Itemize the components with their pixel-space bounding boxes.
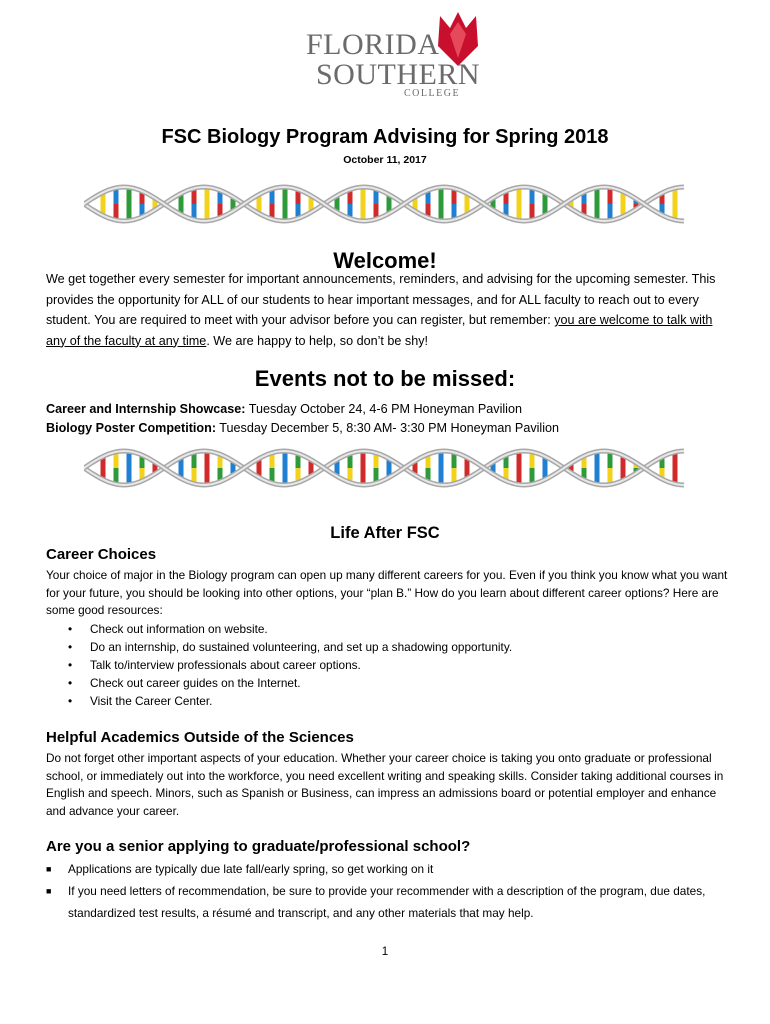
- square-bullet-icon: ■: [46, 886, 52, 896]
- logo-line3: COLLEGE: [404, 88, 461, 99]
- list-item: [46, 880, 736, 924]
- list-item: [60, 620, 720, 638]
- list-item-text: If you need letters of recommendation, be sure to provide your recommender with a description of the program, due dates, standardized test results, a résumé and transcript, and any other materials that may help.: [68, 884, 706, 920]
- list-item: [60, 656, 720, 674]
- bullet-icon: •: [68, 640, 73, 654]
- dna-divider-top: [84, 182, 686, 226]
- bullet-icon: •: [68, 622, 73, 636]
- welcome-heading: Welcome!: [333, 248, 437, 273]
- welcome-text-start: We get together every semester for important announcements, reminders, and advising for the upcoming semester. This provides the opportunity for ALL of our students to hear important messages, and for ALL faculty to reach out to every student. You are required to meet with your advisor before you can register, but remember:: [46, 272, 716, 327]
- square-bullet-icon: ■: [46, 864, 52, 874]
- welcome-paragraph: [46, 269, 728, 351]
- bullet-icon: •: [68, 676, 73, 690]
- document-date: October 11, 2017: [343, 154, 427, 166]
- logo-line1: FLORIDA: [306, 28, 440, 61]
- bullet-icon: •: [68, 694, 73, 708]
- list-item-text: Applications are typically due late fall/early spring, so get working on it: [68, 862, 434, 876]
- event-label: Biology Poster Competition:: [46, 421, 217, 435]
- academics-paragraph: Do not forget other important aspects of your education. Whether your career choice is taking you onto graduate or professional school, or immediately out into the workforce, you need excellent writing and speaking skills. Consider taking additional courses in English and speech. Minors, such as Spanish or Business, can impress an admissions board or potential employer and enhance and advance your career.: [46, 751, 724, 818]
- list-item: [60, 674, 720, 692]
- senior-heading: Are you a senior applying to graduate/professional school?: [46, 838, 471, 855]
- logo-line2: SOUTHERN: [316, 58, 481, 91]
- bullet-icon: •: [68, 658, 73, 672]
- life-after-heading: Life After FSC: [330, 524, 440, 542]
- welcome-text-underlined: you are welcome to talk with any of the faculty at any time: [46, 313, 713, 348]
- list-item-text: Visit the Career Center.: [90, 694, 213, 708]
- list-item: [60, 638, 720, 656]
- list-item: [60, 692, 720, 710]
- event-item: [46, 400, 736, 420]
- page-number: 1: [381, 946, 389, 958]
- welcome-text-end: . We are happy to help, so don’t be shy!: [206, 333, 429, 348]
- career-resources-list: [60, 620, 720, 710]
- career-choices-paragraph: Your choice of major in the Biology program can open up many different careers for you. Even if you think you know what you want for your future, you should be looking into other options, your “plan B.” How do you learn about different career options? Here are some good resources:: [46, 568, 728, 617]
- career-choices-heading: Career Choices: [46, 546, 157, 563]
- list-item-text: Check out information on website.: [90, 622, 268, 636]
- events-heading: Events not to be missed:: [254, 366, 516, 391]
- dna-divider-bottom: [84, 446, 686, 490]
- list-item-text: Check out career guides on the Internet.: [90, 676, 301, 690]
- senior-list: [46, 858, 736, 924]
- page-title: FSC Biology Program Advising for Spring 2018: [161, 126, 609, 148]
- event-item: [46, 419, 736, 439]
- list-item: [46, 858, 736, 880]
- event-detail: Tuesday October 24, 4-6 PM Honeyman Pavilion: [245, 402, 522, 416]
- academics-heading: Helpful Academics Outside of the Sciences: [46, 729, 354, 746]
- event-detail: Tuesday December 5, 8:30 AM- 3:30 PM Honeyman Pavilion: [216, 421, 560, 435]
- list-item-text: Do an internship, do sustained volunteering, and set up a shadowing opportunity.: [90, 640, 513, 654]
- college-logo: [300, 12, 490, 102]
- event-label: Career and Internship Showcase:: [46, 402, 246, 416]
- list-item-text: Talk to/interview professionals about career options.: [90, 658, 361, 672]
